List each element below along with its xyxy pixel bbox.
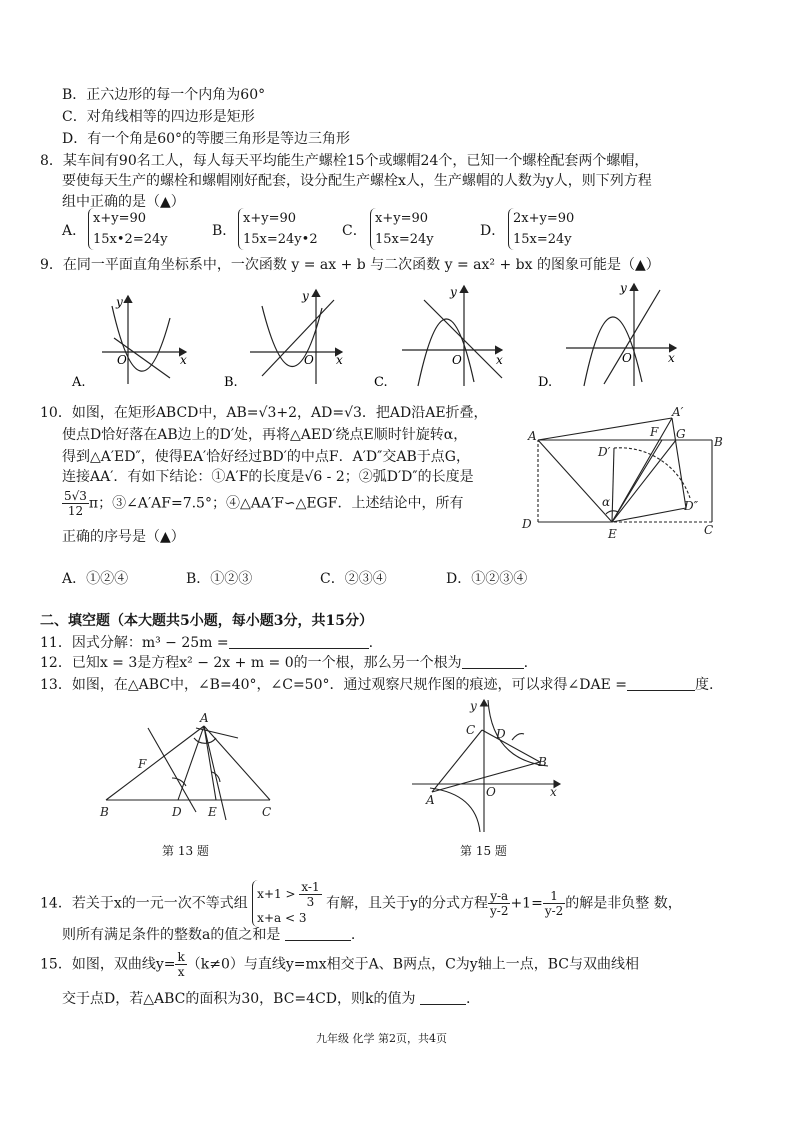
q9-a-x-label: x — [180, 353, 187, 367]
q15-prefix: 15．如图，双曲线y= — [40, 956, 176, 973]
q14-end: . — [350, 927, 356, 943]
q14-ineq1-den: 3 — [306, 895, 315, 909]
q8-line3: 组中正确的是（▲） — [62, 194, 185, 210]
q14-frac1 — [488, 889, 510, 918]
q14-ineq1-num: x-1 — [301, 880, 320, 894]
fig15-hyperbola-lower — [430, 788, 480, 832]
fig13-caption: 第 13 题 — [162, 844, 209, 858]
q10-option-a: A．①②④ — [62, 571, 129, 587]
q8-option-d-system — [508, 208, 574, 250]
q14-ineq1 — [257, 880, 321, 909]
fig15-line-ca — [432, 730, 482, 792]
q14-line2-text: 则所有满足条件的整数a的值之和是 — [62, 927, 281, 943]
q10-frac-num: 5√3 — [64, 489, 87, 503]
q15-k-num: k — [177, 950, 185, 964]
q15-line1 — [40, 950, 639, 979]
q10-label-a2: A′ — [672, 405, 684, 419]
q10-arc-d1d3 — [614, 448, 690, 498]
q14-ineq1-left: x+1 — [257, 887, 282, 901]
q9-text: 9．在同一平面直角坐标系中，一次函数 y = ax + b 与二次函数 y = ax² + bx 的图象可能是（▲） — [40, 257, 660, 273]
q8-d-eq1: 2x+y=90 — [513, 211, 575, 226]
q10-line2: 使点D恰好落在AB边上的D′处，再将△AED′绕点E顺时针旋转α， — [62, 427, 468, 443]
q9-graph-b — [250, 290, 342, 384]
q10-option-d: D．①②③④ — [446, 571, 528, 587]
q11-text: 11．因式分解：m³ − 25m = — [40, 635, 229, 651]
q9-a-y-label: y — [116, 295, 123, 309]
q14-ineq2: x+a < 3 — [257, 911, 307, 925]
q10-label-c: C — [704, 523, 714, 537]
q10-label-e: E — [608, 527, 617, 541]
q10-option-b: B．①②③ — [186, 571, 253, 587]
q9-graphs — [0, 278, 794, 390]
q9-graph-c — [402, 286, 502, 386]
q10-line4: 连接AA′．有如下结论：①A′F的长度是√6 - 2；②弧D′D″的长度是 — [62, 469, 474, 485]
q10-line3: 得到△A′ED″，使得EA′恰好经过BD′的中点F．A′D″交AB于点G， — [62, 449, 470, 465]
q10-line5 — [62, 489, 463, 518]
q13 — [40, 676, 713, 694]
fig13-label-c: C — [262, 805, 272, 819]
q10-line1: 10．如图，在矩形ABCD中，AB=√3+2，AD=√3．把AD沿AE折叠， — [40, 405, 488, 421]
fig13-side-ab — [106, 726, 204, 800]
q14-plus1: +1= — [510, 895, 543, 912]
q8-option-a-label: A． — [62, 223, 87, 239]
q10-line-d3e — [612, 508, 686, 522]
q15-end: . — [465, 991, 471, 1007]
q9-label-b: B. — [224, 375, 238, 390]
q10-arc-fraction — [62, 489, 89, 518]
q9-b-x-label: x — [336, 353, 343, 367]
q11 — [40, 634, 373, 652]
q8-b-eq1: x+y=90 — [243, 211, 297, 226]
fig15 — [408, 696, 568, 836]
q8-line1: 8．某车间有90名工人，每人每天平均能生产螺栓15个或螺帽24个，已知一个螺栓配套两个螺帽， — [40, 153, 649, 169]
q10-line-ef — [612, 440, 662, 522]
q9-d-origin: O — [622, 351, 632, 365]
q14-line1 — [40, 880, 682, 927]
q11-end: . — [368, 635, 374, 651]
q10-label-d1: D′ — [598, 445, 611, 459]
q7-option-d: D．有一个角是60°的等腰三角形是等边三角形 — [62, 131, 351, 147]
q10-label-a: A — [528, 429, 537, 443]
q9-label-c: C. — [374, 375, 388, 390]
fig15-caption: 第 15 题 — [460, 844, 507, 858]
q9-d-line — [604, 290, 660, 384]
q10-label-d3: D″ — [684, 499, 699, 513]
fig15-label-x: x — [550, 785, 557, 799]
q14-answer-blank[interactable] — [285, 926, 351, 941]
q15-line1-rest: （k≠0）与直线y=mx相交于A、B两点，C为y轴上一点，BC与双曲线相 — [186, 956, 639, 973]
q10-frac-den: 12 — [67, 504, 84, 518]
q14-frac1-num: y-a — [488, 889, 510, 904]
q9-label-a: A. — [72, 375, 86, 390]
q10-label-f: F — [650, 425, 659, 439]
q8-d-eq2: 15x=24y — [513, 232, 572, 247]
q15-line2-text: 交于点D，若△ABC的面积为30，BC=4CD，则k的值为 — [62, 991, 416, 1007]
q15-line2 — [62, 990, 470, 1008]
fig13-label-f: F — [138, 757, 147, 771]
q8-b-eq2: 15x=24y•2 — [243, 232, 318, 247]
q8-option-c-system — [370, 208, 434, 250]
fig15-label-b: B — [538, 755, 547, 769]
q9-d-parabola — [584, 317, 642, 386]
q8-c-eq2: 15x=24y — [375, 232, 434, 247]
q15-k-frac — [175, 950, 186, 979]
q12-text: 12．已知x = 3是方程x² − 2x + m = 0的一个根，那么另一个根为 — [40, 655, 462, 671]
q14-middle: 有解，且关于y的分式方程 — [326, 895, 488, 912]
fig13-label-e: E — [208, 805, 217, 819]
q9-c-x-label: x — [496, 353, 503, 367]
q14-prefix: 14．若关于x的一元一次不等式组 — [40, 895, 248, 912]
q13-end: 度. — [694, 677, 714, 693]
q12-answer-blank[interactable] — [462, 654, 524, 669]
q10-label-g: G — [676, 427, 686, 441]
q13-text: 13．如图，在△ABC中，∠B=40°，∠C=50°．通过观察尺规作图的痕迹，可以求得∠DAE = — [40, 677, 627, 693]
q14-frac2-den: y-2 — [544, 904, 564, 918]
q14-suffix: 的解是非负整 数， — [565, 895, 682, 912]
fig15-label-o: O — [486, 785, 496, 799]
q8-option-a-system — [88, 208, 168, 250]
q9-graph-d — [566, 284, 676, 386]
q8-line2: 要使每天生产的螺栓和螺帽刚好配套，设分配生产螺栓x人，生产螺帽的人数为y人，则下列方程 — [62, 173, 652, 189]
fig13 — [96, 708, 286, 836]
q12 — [40, 654, 528, 672]
q8-option-d-label: D． — [480, 223, 506, 239]
q8-a-eq2: 15x•2=24y — [93, 232, 168, 247]
q9-b-y-label: y — [302, 289, 309, 303]
q10-line6: 正确的序号是（▲） — [62, 529, 185, 545]
q9-graph-a — [102, 296, 186, 384]
q9-a-origin: O — [117, 353, 127, 367]
q15-answer-blank[interactable] — [420, 990, 466, 1005]
q9-label-d: D. — [538, 375, 553, 390]
q9-c-parabola — [418, 319, 474, 386]
q10-line5-rest: π；③∠A′AF=7.5°；④△AA′F∽△EGF．上述结论中，所有 — [88, 495, 464, 512]
q8-option-c-label: C． — [342, 223, 367, 239]
q14-frac2 — [543, 889, 565, 918]
q8-c-eq1: x+y=90 — [375, 211, 429, 226]
q7-option-b: B．正六边形的每一个内角为60° — [62, 87, 266, 103]
q14-ineq1-frac — [299, 880, 321, 909]
q9-c-origin: O — [452, 353, 462, 367]
q9-c-line — [424, 300, 502, 378]
q14-frac2-num: 1 — [543, 889, 565, 904]
q9-d-y-label: y — [620, 281, 627, 295]
q8-option-b-label: B． — [212, 223, 237, 239]
fig15-label-c: C — [466, 723, 476, 737]
fig13-label-b: B — [100, 805, 109, 819]
fig13-construction-arc — [196, 728, 238, 738]
q14-ineq1-op: > — [285, 887, 296, 901]
section2-title: 二、填空题（本大题共5小题，每小题3分，共15分） — [40, 613, 373, 629]
q14-inequality-system — [252, 880, 321, 927]
q12-end: . — [523, 655, 529, 671]
fig15-label-a: A — [426, 793, 435, 807]
fig15-label-d: D — [496, 727, 506, 741]
fig13-line-ad — [178, 726, 204, 800]
q9-c-y-label: y — [450, 285, 457, 299]
q10-figure — [518, 402, 728, 542]
q8-a-eq1: x+y=90 — [93, 211, 147, 226]
q7-option-c: C．对角线相等的四边形是矩形 — [62, 109, 255, 125]
q14-frac1-den: y-2 — [489, 904, 509, 918]
fig15-line-cb — [482, 730, 540, 762]
q14-line2 — [62, 926, 355, 944]
q11-answer-blank[interactable] — [229, 634, 369, 649]
q15-k-den: x — [177, 965, 185, 979]
fig13-label-a: A — [200, 711, 209, 725]
q9-d-x-label: x — [668, 351, 675, 365]
q10-label-alpha: α — [602, 495, 611, 509]
q10-label-b: B — [714, 435, 723, 449]
q10-option-c: C．②③④ — [320, 571, 387, 587]
q9-b-origin: O — [304, 353, 314, 367]
page-footer: 九年级 化学 第2页，共4页 — [316, 1032, 447, 1045]
fig15-mark — [512, 734, 524, 740]
fig15-label-y: y — [470, 699, 477, 713]
q8-option-b-system — [238, 208, 318, 250]
fig13-label-d: D — [172, 805, 182, 819]
q10-label-d: D — [522, 517, 532, 531]
q13-answer-blank[interactable] — [627, 676, 695, 691]
fig13-arc-a — [194, 738, 216, 743]
